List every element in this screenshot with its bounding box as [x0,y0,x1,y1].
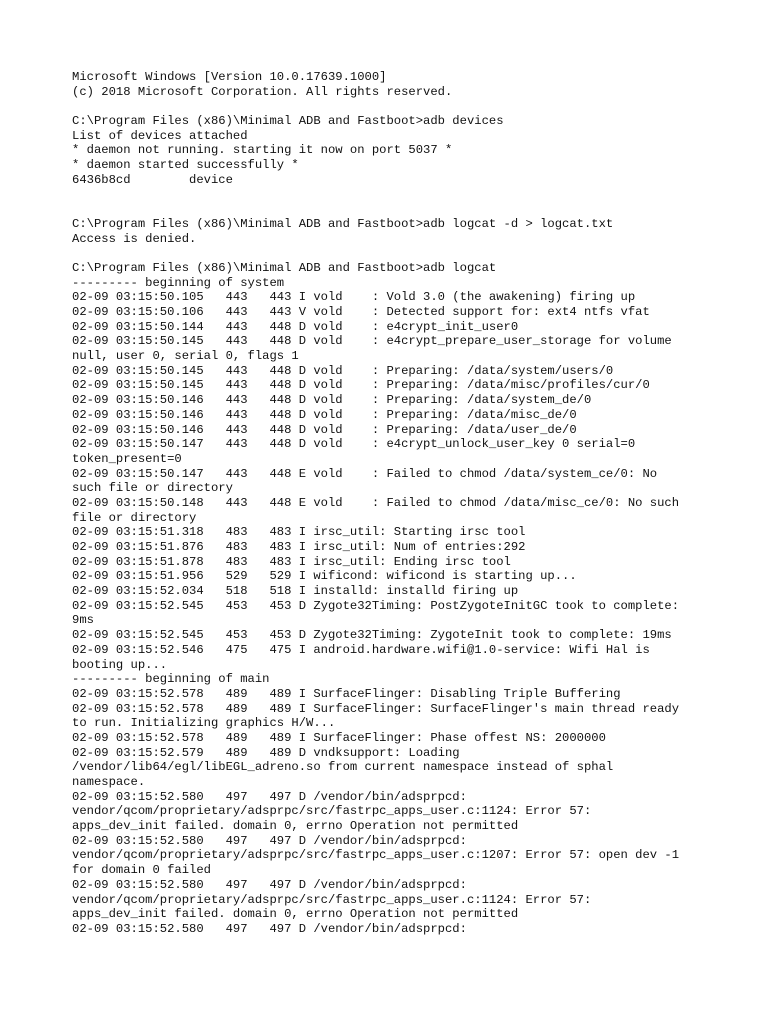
terminal-line: 02-09 03:15:51.956 529 529 I wificond: wificond is starting up... [72,569,577,584]
terminal-line [72,188,712,203]
terminal-line: 02-09 03:15:50.148 443 448 E vold : Failed to chmod /data/misc_ce/0: No such [72,495,680,510]
terminal-line: 9ms [72,613,94,628]
terminal-line: C:\Program Files (x86)\Minimal ADB and Fastboot>adb logcat -d > logcat.txt [72,216,614,231]
terminal-line: --------- beginning of system [72,275,285,290]
terminal-line: 02-09 03:15:51.318 483 483 I irsc_util: Starting irsc tool [72,525,526,540]
terminal-line: 02-09 03:15:51.878 483 483 I irsc_util: Ending irsc tool [72,554,511,569]
terminal-line: 02-09 03:15:50.146 443 448 D vold : Preparing: /data/user_de/0 [72,422,577,437]
terminal-line: 02-09 03:15:52.546 475 475 I android.hardware.wifi@1.0-service: Wifi Hal is [72,642,650,657]
terminal-output[interactable] [72,70,712,937]
terminal-line: Access is denied. [72,231,197,246]
terminal-line [72,202,712,217]
terminal-line: 02-09 03:15:52.578 489 489 I SurfaceFlinger: Phase offest NS: 2000000 [72,730,606,745]
terminal-line: 02-09 03:15:50.146 443 448 D vold : Preparing: /data/misc_de/0 [72,407,577,422]
terminal-line: vendor/qcom/proprietary/adsprpc/src/fastrpc_apps_user.c:1124: Error 57: [72,804,592,819]
terminal-line: /vendor/lib64/egl/libEGL_adreno.so from current namespace instead of sphal [72,760,614,775]
terminal-line: C:\Program Files (x86)\Minimal ADB and Fastboot>adb logcat [72,260,497,275]
terminal-line: 02-09 03:15:50.144 443 448 D vold : e4crypt_init_user0 [72,319,519,334]
terminal-line: null, user 0, serial 0, flags 1 [72,349,299,364]
terminal-line: 02-09 03:15:52.578 489 489 I SurfaceFlinger: Disabling Triple Buffering [72,686,621,701]
terminal-line [72,99,712,114]
terminal-line: 02-09 03:15:50.105 443 443 I vold : Vold 3.0 (the awakening) firing up [72,290,636,305]
terminal-line: * daemon not running. starting it now on port 5037 * [72,143,453,158]
terminal-line: apps_dev_init failed. domain 0, errno Operation not permitted [72,907,519,922]
terminal-line: 02-09 03:15:51.876 483 483 I irsc_util: Num of entries:292 [72,540,526,554]
terminal-line: 02-09 03:15:50.147 443 448 E vold : Failed to chmod /data/system_ce/0: No [72,466,658,481]
terminal-line: 02-09 03:15:52.579 489 489 D vndksupport: Loading [72,745,460,760]
terminal-line: 02-09 03:15:52.578 489 489 I SurfaceFlinger: SurfaceFlinger's main thread ready [72,701,680,716]
terminal-line: booting up... [72,657,168,672]
terminal-line: 02-09 03:15:52.580 497 497 D /vendor/bin/adsprpcd: [72,789,467,804]
terminal-line: (c) 2018 Microsoft Corporation. All rights reserved. [72,84,453,99]
terminal-line: file or directory [72,510,197,525]
terminal-line: such file or directory [72,481,233,496]
terminal-line: 02-09 03:15:50.106 443 443 V vold : Detected support for: ext4 ntfs vfat [72,305,650,319]
terminal-line [72,246,712,261]
terminal-line: namespace. [72,775,146,789]
terminal-line: 02-09 03:15:52.545 453 453 D Zygote32Timing: ZygoteInit took to complete: 19ms [72,628,672,643]
terminal-line: 02-09 03:15:50.147 443 448 D vold : e4crypt_unlock_user_key 0 serial=0 [72,437,636,452]
terminal-line: 02-09 03:15:50.145 443 448 D vold : e4crypt_prepare_user_storage for volume [72,334,672,349]
terminal-line: for domain 0 failed [72,863,211,878]
terminal-line: 02-09 03:15:52.580 497 497 D /vendor/bin/adsprpcd: [72,921,467,936]
terminal-line: 02-09 03:15:52.034 518 518 I installd: installd firing up [72,584,519,599]
terminal-line: * daemon started successfully * [72,158,299,173]
terminal-line: 6436b8cd device [72,172,233,187]
terminal-line: vendor/qcom/proprietary/adsprpc/src/fastrpc_apps_user.c:1124: Error 57: [72,892,592,907]
terminal-line: token_present=0 [72,451,182,466]
terminal-line: apps_dev_init failed. domain 0, errno Operation not permitted [72,819,519,834]
terminal-line: C:\Program Files (x86)\Minimal ADB and Fastboot>adb devices [72,114,504,129]
terminal-line: 02-09 03:15:52.580 497 497 D /vendor/bin/adsprpcd: [72,833,467,848]
terminal-line: Microsoft Windows [Version 10.0.17639.1000] [72,70,387,84]
terminal-line: 02-09 03:15:52.545 453 453 D Zygote32Timing: PostZygoteInitGC took to complete: [72,598,680,613]
terminal-line: vendor/qcom/proprietary/adsprpc/src/fastrpc_apps_user.c:1207: Error 57: open dev -1 [72,848,680,863]
terminal-line: 02-09 03:15:50.145 443 448 D vold : Preparing: /data/misc/profiles/cur/0 [72,378,650,393]
terminal-line: 02-09 03:15:52.580 497 497 D /vendor/bin/adsprpcd: [72,877,467,892]
terminal-line: 02-09 03:15:50.145 443 448 D vold : Preparing: /data/system/users/0 [72,363,614,378]
terminal-line: to run. Initializing graphics H/W... [72,716,336,731]
terminal-line: List of devices attached [72,128,248,143]
terminal-line: --------- beginning of main [72,672,270,687]
terminal-line: 02-09 03:15:50.146 443 448 D vold : Preparing: /data/system_de/0 [72,393,592,408]
